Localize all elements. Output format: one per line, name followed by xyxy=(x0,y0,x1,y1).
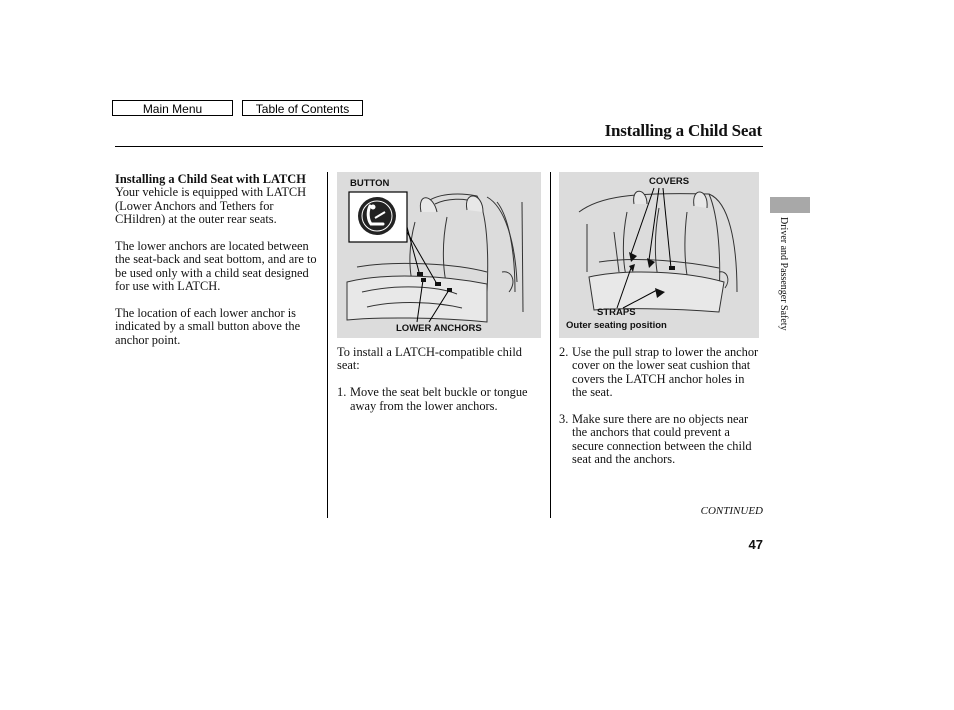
label-straps: STRAPS xyxy=(597,307,636,318)
step-number: 2. xyxy=(559,345,569,359)
list-item-step-2 xyxy=(559,346,759,400)
main-menu-button[interactable]: Main Menu xyxy=(112,100,233,116)
step-text: Move the seat belt buckle or tongue away from the lower anchors. xyxy=(350,385,528,413)
column-divider-1 xyxy=(327,172,328,518)
step-number: 1. xyxy=(337,385,347,400)
column-left xyxy=(115,173,323,361)
list-item-step-1 xyxy=(337,386,542,413)
column-divider-2 xyxy=(550,172,551,518)
page-title: Installing a Child Seat xyxy=(604,121,762,140)
paragraph-latch-intro: Your vehicle is equipped with LATCH (Lower Anchors and Tethers for CHildren) at the outer rear seats. xyxy=(115,185,307,227)
section-heading: Installing a Child Seat with LATCH xyxy=(115,172,306,186)
rear-seat-illustration xyxy=(337,172,541,338)
label-covers: COVERS xyxy=(649,176,690,187)
page-number: 47 xyxy=(748,537,763,552)
figure-lower-anchors xyxy=(337,172,541,338)
continued-note: CONTINUED xyxy=(700,505,763,517)
figure-caption: Outer seating position xyxy=(566,320,667,331)
column-middle xyxy=(337,346,542,413)
step-number: 3. xyxy=(559,412,569,427)
figure-covers-straps xyxy=(559,172,759,338)
paragraph-anchor-button: The location of each lower anchor is indicated by a small button above the anchor point. xyxy=(115,306,301,347)
paragraph-lower-anchors: The lower anchors are located between the seat-back and seat bottom, and are to be used only with a child seat designed for use with LATCH. xyxy=(115,239,317,294)
install-intro: To install a LATCH-compatible child seat: xyxy=(337,345,522,373)
column-right xyxy=(559,346,759,467)
label-button: BUTTON xyxy=(350,178,390,189)
label-lower-anchors: LOWER ANCHORS xyxy=(396,323,482,334)
section-side-label: Driver and Passenger Safety xyxy=(778,217,789,331)
table-of-contents-button[interactable]: Table of Contents xyxy=(242,100,363,116)
step-text: Make sure there are no objects near the anchors that could prevent a secure connection between the child seat and the anchors. xyxy=(572,412,752,467)
section-tab-marker xyxy=(770,197,810,213)
title-divider xyxy=(115,146,763,147)
child-seat-anchor-icon xyxy=(358,197,396,235)
step-text: Use the pull strap to lower the anchor cover on the lower seat cushion that covers the LATCH anchor holes in the seat. xyxy=(572,345,759,400)
list-item-step-3 xyxy=(559,413,759,467)
rear-seat-covers-illustration xyxy=(559,172,759,338)
